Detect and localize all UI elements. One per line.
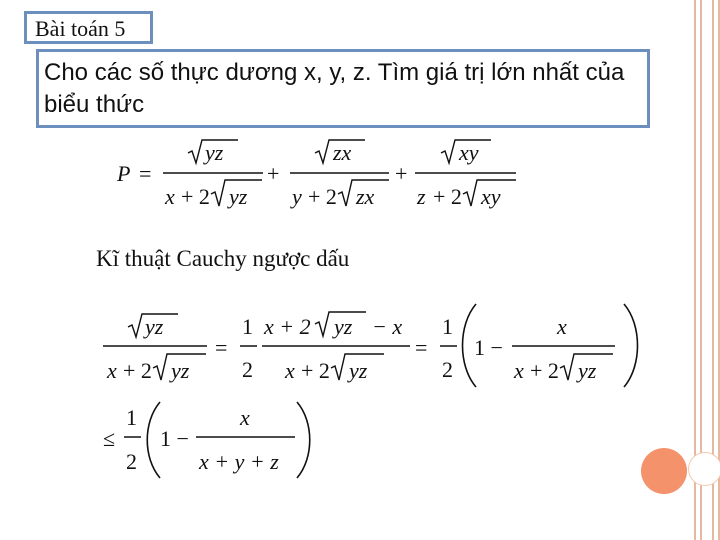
- denominator-plus-two: + 2: [181, 184, 210, 209]
- denominator-root: yz: [578, 358, 597, 383]
- lhs-numerator: yz: [145, 314, 164, 339]
- half-denominator: 2: [126, 449, 137, 474]
- denominator-variable: y: [292, 184, 302, 209]
- bound-denominator: x + y + z: [199, 449, 279, 474]
- right-numerator: x: [557, 314, 567, 339]
- middle-numerator-tail: − x: [372, 314, 403, 339]
- right-parenthesis: [297, 402, 310, 478]
- technique-heading: Kĩ thuật Cauchy ngược dấu: [96, 246, 350, 271]
- denominator-variable: x: [514, 358, 524, 383]
- bound-numerator: x: [240, 405, 250, 430]
- denominator-root: yz: [349, 358, 368, 383]
- leq-sign: ≤: [103, 426, 116, 451]
- denominator-plus-two: + 2: [530, 358, 559, 383]
- denominator-plus-two: + 2: [433, 184, 462, 209]
- equals-sign: =: [415, 335, 428, 360]
- problem-statement: Cho các số thực dương x, y, z. Tìm giá trị lớn nhất của biểu thức: [44, 59, 625, 118]
- denominator-variable: z: [417, 184, 426, 209]
- middle-numerator: x + 2: [264, 314, 311, 339]
- denominator-plus-two: + 2: [308, 184, 337, 209]
- half-numerator: 1: [126, 405, 137, 430]
- half-numerator: 1: [242, 314, 253, 339]
- half-denominator: 2: [242, 357, 253, 382]
- plus-sign: +: [395, 161, 408, 186]
- denominator-root: yz: [229, 184, 248, 209]
- denominator-root: xy: [481, 184, 501, 209]
- one-minus: 1 −: [474, 335, 503, 360]
- half-denominator: 2: [442, 357, 453, 382]
- half-numerator: 1: [442, 314, 453, 339]
- denominator-variable: x: [165, 184, 175, 209]
- denominator-plus-two: + 2: [301, 358, 330, 383]
- denominator-variable: x: [107, 358, 117, 383]
- denominator-root: yz: [171, 358, 190, 383]
- term-numerator: xy: [459, 140, 479, 165]
- p-symbol: P: [117, 161, 131, 186]
- plus-sign: +: [267, 161, 280, 186]
- term-numerator: yz: [205, 140, 224, 165]
- denominator-root: zx: [356, 184, 375, 209]
- left-parenthesis: [147, 402, 160, 478]
- equals-sign: =: [215, 335, 228, 360]
- denominator-variable: x: [285, 358, 295, 383]
- slide-title: Bài toán 5: [35, 16, 126, 41]
- denominator-plus-two: + 2: [123, 358, 152, 383]
- one-minus: 1 −: [160, 426, 189, 451]
- term-numerator: zx: [333, 140, 352, 165]
- equals-sign: =: [139, 161, 152, 186]
- middle-numerator-root: yz: [334, 314, 353, 339]
